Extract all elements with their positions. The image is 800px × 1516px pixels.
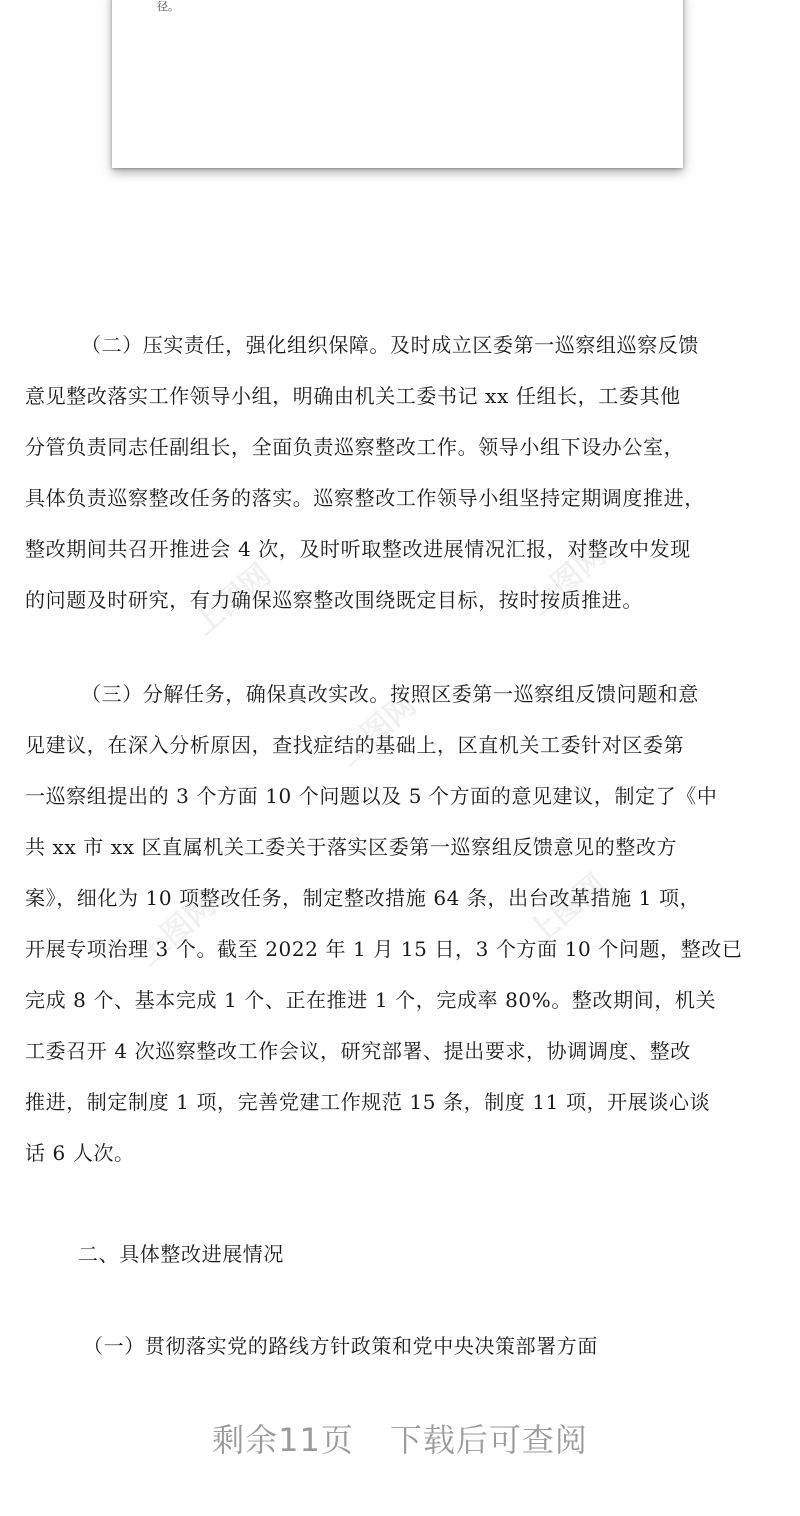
download-to-read-label[interactable]: 下载后可查阅 — [389, 1421, 588, 1459]
paragraph-line: 开展专项治理 3 个。截至 2022 年 1 月 15 日，3 个方面 10 个问题，整改已 — [25, 937, 743, 961]
paragraph-line: 见建议，在深入分析原因，查找症结的基础上，区直机关工委针对区委第 — [25, 733, 685, 757]
paragraph-line: 推进，制定制度 1 项，完善党建工作规范 15 条，制度 11 项，开展谈心谈 — [25, 1090, 711, 1114]
paragraph-line: 完成 8 个、基本完成 1 个、正在推进 1 个，完成率 80%。整改期间，机关 — [25, 988, 717, 1012]
paragraph-line: 共 xx 市 xx 区直属机关工委关于落实区委第一巡察组反馈意见的整改方 — [25, 835, 678, 859]
paragraph-line: 工委召开 4 次巡察整改工作会议，研究部署、提出要求，协调调度、整改 — [25, 1039, 691, 1063]
subsection-heading: （一）贯彻落实党的路线方针政策和党中央决策部署方面 — [83, 1334, 598, 1358]
remaining-pages-label: 剩余11页 — [212, 1421, 354, 1459]
paragraph-line: 案》，细化为 10 项整改任务，制定整改措施 64 条，出台改革措施 1 项， — [25, 886, 701, 910]
paragraph-line: 的问题及时研究，有力确保巡察整改围绕既定目标，按时按质推进。 — [25, 588, 643, 612]
paragraph-line: （三）分解任务，确保真改实改。按照区委第一巡察组反馈问题和意 — [81, 682, 699, 706]
preview-page-card — [112, 0, 683, 168]
watermark: 上图网 — [186, 557, 278, 643]
paragraph-line: 整改期间共召开推进会 4 次，及时听取整改进展情况汇报，对整改中发现 — [25, 537, 691, 561]
paragraph-task-breakdown — [25, 669, 785, 1179]
paragraph-responsibility — [25, 320, 785, 626]
paragraph-line: 话 6 人次。 — [25, 1141, 135, 1165]
paragraph-line: 具体负责巡察整改任务的落实。巡察整改工作领导小组坚持定期调度推进， — [25, 486, 705, 510]
download-prompt[interactable] — [0, 1415, 800, 1461]
watermark: 上图网 — [331, 687, 423, 773]
paragraph-line: 意见整改落实工作领导小组，明确由机关工委书记 xx 任组长，工委其他 — [25, 384, 681, 408]
paragraph-line: 分管负责同志任副组长，全面负责巡察整改工作。领导小组下设办公室， — [25, 435, 685, 459]
paragraph-line: （二）压实责任，强化组织保障。及时成立区委第一巡察组巡察反馈 — [81, 333, 699, 357]
watermark: 上图网 — [131, 887, 223, 973]
preview-page-fragment: 径。 — [157, 0, 179, 13]
watermark: 上图网 — [521, 867, 613, 953]
watermark: 上图网 — [521, 537, 613, 623]
section-heading: 二、具体整改进展情况 — [78, 1242, 284, 1266]
paragraph-line: 一巡察组提出的 3 个方面 10 个问题以及 5 个方面的意见建议，制定了《中 — [25, 784, 718, 808]
